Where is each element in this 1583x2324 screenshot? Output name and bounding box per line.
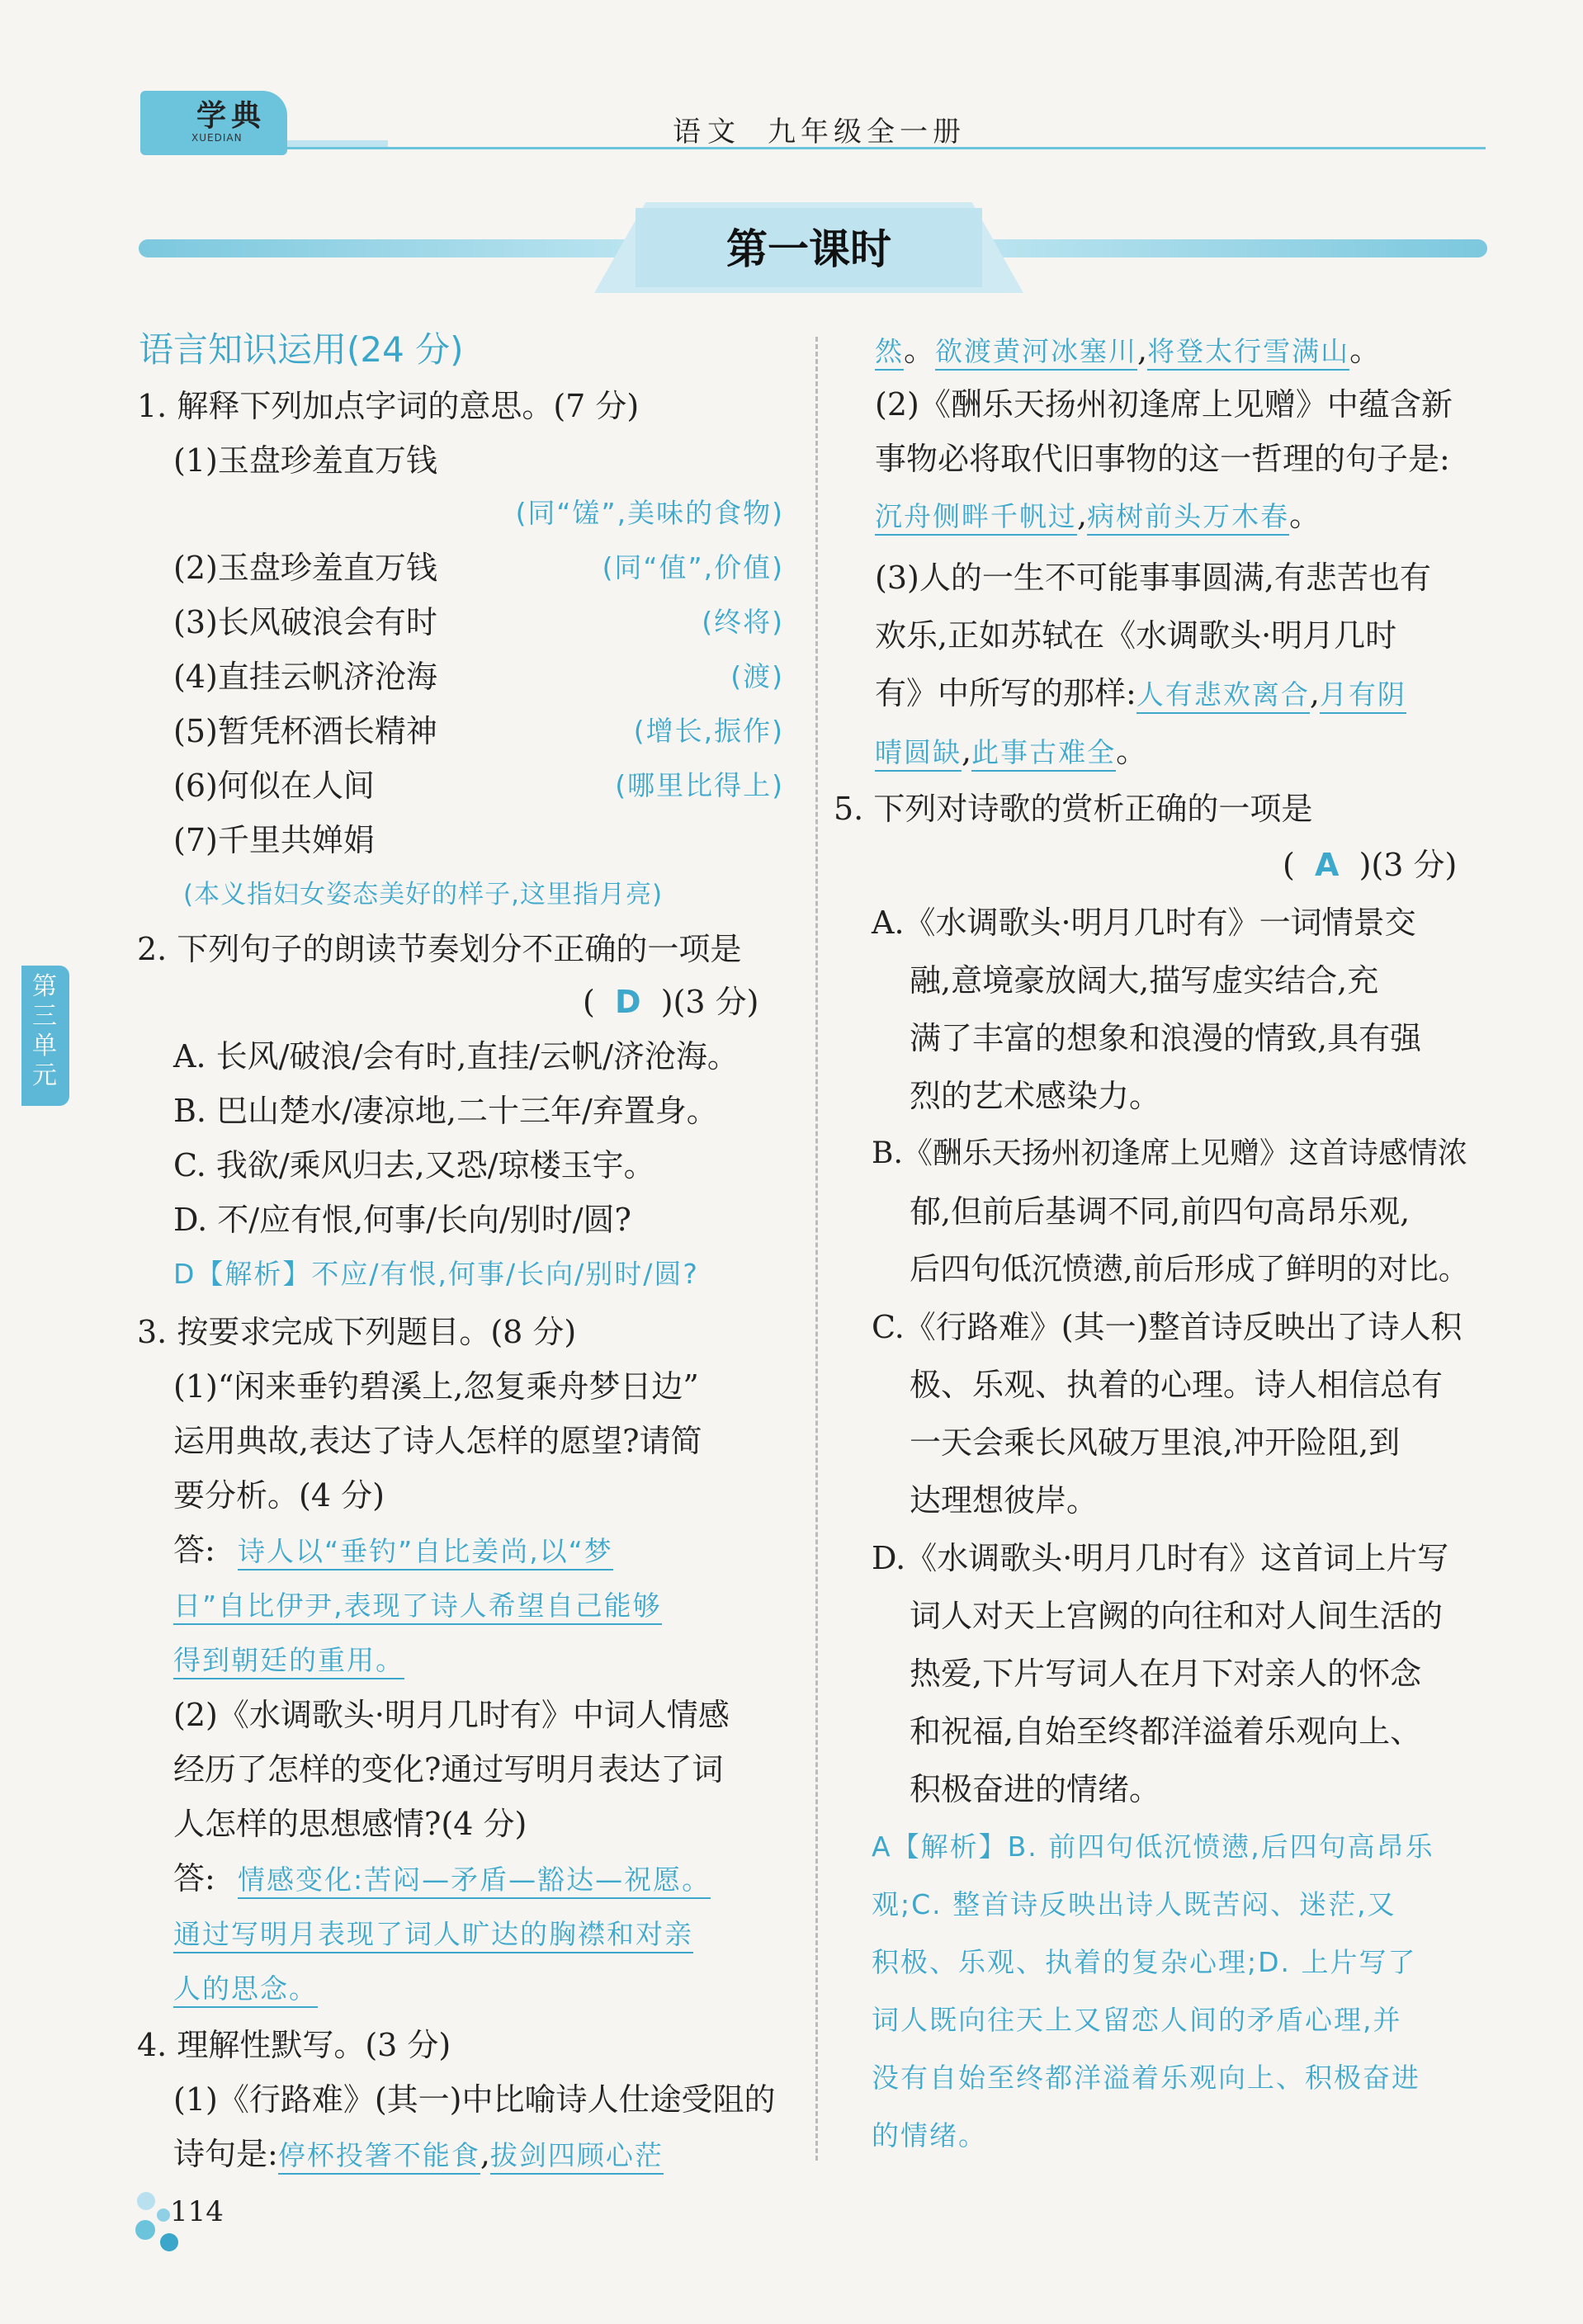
q2-option-b: B. 巴山楚水/凄凉地,二十三年/弃置身。 <box>173 1093 718 1129</box>
q5-option-d-line-4: 和祝福,自始至终都洋溢着乐观向上、 <box>910 1713 1422 1750</box>
decor-dot <box>135 2220 155 2240</box>
q3-p2-answer-text-3: 人的思念。 <box>173 1972 318 2008</box>
column-divider <box>815 337 818 2161</box>
q5-analysis-line-5: 没有自始至终都洋溢着乐观向上、积极奋进 <box>872 2062 1420 2094</box>
q4-p1-answer-b: 拔剑四顾心茫 <box>490 2139 664 2175</box>
q1-item-2: (2)玉盘珍羞直万钱 <box>173 550 437 586</box>
q3-p2-answer-text-1: 情感变化:苦闷—矛盾—豁达—祝愿。 <box>238 1863 711 1899</box>
q4-p1-answer-d: 欲渡黄河冰塞川 <box>935 335 1137 371</box>
q2-stem: 2. 下列句子的朗读节奏划分不正确的一项是 <box>137 931 742 967</box>
q4-p2-line-1: (2)《酬乐天扬州初逢席上见赠》中蕴含新 <box>875 386 1453 423</box>
q3-p1-answer-text-2: 日”自比伊尹,表现了诗人希望自己能够 <box>173 1589 662 1625</box>
q4-cont-line-1: 然。欲渡黄河冰塞川,将登太行雪满山。 <box>875 330 1381 371</box>
section-title: 语言知识运用(24 分) <box>139 329 464 370</box>
q3-p2-answer-text-2: 通过写明月表现了词人旷达的胸襟和对亲 <box>173 1918 693 1953</box>
q1-item-7: (7)千里共婵娟 <box>173 822 375 858</box>
q3-p1-answer-text-1: 诗人以“垂钓”自比姜尚,以“梦 <box>238 1535 613 1571</box>
q3-p1-answer-label: 答: <box>173 1532 215 1568</box>
q5-option-d-line-3: 热爱,下片写词人在月下对亲人的怀念 <box>910 1656 1422 1692</box>
decor-dot <box>160 2233 178 2251</box>
q5-score: (3 分) <box>1371 847 1458 883</box>
q5-analysis-line-1 <box>872 1827 1434 1867</box>
q2-answer: D <box>614 984 641 1020</box>
q3-p2-line-1: (2)《水调歌头·明月几时有》中词人情感 <box>173 1697 730 1733</box>
q5-analysis-label: A【解析】 <box>872 1830 1008 1863</box>
q5-option-c-line-3: 一天会乘长风破万里浪,冲开险阻,到 <box>910 1424 1401 1461</box>
q3-p2-answer-1 <box>238 1860 711 1900</box>
q1-item-3: (3)长风破浪会有时 <box>173 604 437 640</box>
q5-option-b-line-2: 郁,但前后基调不同,前四句高昂乐观, <box>910 1193 1411 1230</box>
q2-analysis-text: 不应/有恨,何事/长向/别时/圆? <box>311 1258 699 1290</box>
q5-stem: 5. 下列对诗歌的赏析正确的一项是 <box>834 791 1313 827</box>
q1-answer-2: (同“值”,价值) <box>602 551 784 583</box>
q4-p3-line-3: 有》中所写的那样:人有悲欢离合,月有阴 <box>875 673 1406 715</box>
q2-analysis <box>173 1254 699 1294</box>
q4-p1-answer-a: 停杯投箸不能食 <box>278 2139 480 2175</box>
q5-option-a-line-4: 烈的艺术感染力。 <box>910 1078 1161 1114</box>
q2-option-d: D. 不/应有恨,何事/长向/别时/圆? <box>173 1202 631 1238</box>
header-subject: 语文 <box>673 116 742 149</box>
q1-item-4: (4)直挂云帆济沧海 <box>173 659 437 695</box>
q5-analysis-line-4: 词人既向往天上又留恋人间的矛盾心理,并 <box>872 2004 1402 2036</box>
header-grade: 九年级全一册 <box>768 116 966 149</box>
q4-p2-answer-b: 病树前头万木春 <box>1087 500 1289 536</box>
q1-item-1: (1)玉盘珍羞直万钱 <box>173 442 437 479</box>
q3-p1-line-1: (1)“闲来垂钓碧溪上,忽复乘舟梦日边” <box>173 1368 699 1405</box>
q1-answer-3: (终将) <box>702 606 784 638</box>
q5-option-a-line-1: A.《水调歌头·明月几时有》一词情景交 <box>872 905 1416 941</box>
q3-p1-line-3: 要分析。(4 分) <box>173 1477 385 1514</box>
q4-p3-line-1: (3)人的一生不可能事事圆满,有悲苦也有 <box>875 560 1431 596</box>
unit-side-tab-label: 第三单元 <box>32 972 57 1090</box>
q4-stem: 4. 理解性默写。(3 分) <box>137 2027 451 2063</box>
q4-p3-line-4: 晴圆缺,此事古难全。 <box>875 731 1147 772</box>
q4-p3-line-2: 欢乐,正如苏轼在《水调歌头·明月几时 <box>875 617 1397 654</box>
q5-analysis-line-3: 积极、乐观、执着的复杂心理;D. 上片写了 <box>872 1946 1417 1978</box>
q4-p3-answer-a: 人有悲欢离合 <box>1136 678 1310 714</box>
logo-subtext: XUEDIAN <box>191 132 243 144</box>
q5-analysis-text-1: B. 前四句低沉愤懑,后四句高昂乐 <box>1007 1830 1434 1863</box>
q4-p3-answer-b: 月有阴 <box>1320 678 1406 714</box>
lesson-title: 第一课时 <box>726 225 891 273</box>
q2-option-c: C. 我欲/乘风归去,又恐/琼楼玉宇。 <box>173 1147 655 1183</box>
q1-item-6: (6)何似在人间 <box>173 768 375 804</box>
q4-p3-line-3-text: 有》中所写的那样: <box>875 675 1136 711</box>
q4-p1-line-1: (1)《行路难》(其一)中比喻诗人仕途受阻的 <box>173 2081 776 2118</box>
q4-p2-answers: 沉舟侧畔千帆过,病树前头万木春。 <box>875 495 1321 536</box>
q3-p2-answer-label: 答: <box>173 1860 215 1897</box>
q1-answer-4: (渡) <box>730 660 784 692</box>
decor-dot <box>157 2208 170 2222</box>
q5-analysis-line-2: 观;C. 整首诗反映出诗人既苦闷、迷茫,又 <box>872 1888 1396 1920</box>
q2-score: (3 分) <box>673 984 759 1020</box>
q3-p1-answer-2 <box>173 1586 662 1626</box>
q3-stem: 3. 按要求完成下列题目。(8 分) <box>137 1314 577 1350</box>
q4-p1-line-2: 诗句是:停杯投箸不能食,拔剑四顾心茫 <box>173 2134 664 2175</box>
q2-answer-line: ( D )(3 分) <box>583 984 759 1020</box>
q5-option-c-line-2: 极、乐观、执着的心理。诗人相信总有 <box>910 1367 1444 1403</box>
q1-answer-5: (增长,振作) <box>633 715 784 747</box>
q2-option-a: A. 长风/破浪/会有时,直挂/云帆/济沧海。 <box>173 1038 739 1075</box>
q5-analysis-line-6: 的情绪。 <box>872 2119 987 2152</box>
q5-answer-line: ( A )(3 分) <box>1283 847 1458 883</box>
q5-option-c-line-4: 达理想彼岸。 <box>910 1482 1099 1519</box>
logo-text: 学典 <box>196 98 267 133</box>
page-number: 114 <box>170 2195 224 2228</box>
q1-item-5: (5)暂凭杯酒长精神 <box>173 713 437 749</box>
q5-option-d-line-2: 词人对天上宫阙的向往和对人间生活的 <box>910 1598 1444 1634</box>
q3-p2-line-3: 人怎样的思想感情?(4 分) <box>173 1806 527 1842</box>
q3-p1-answer-1 <box>238 1532 613 1571</box>
q5-answer: A <box>1314 847 1340 883</box>
q5-option-d-line-5: 积极奋进的情绪。 <box>910 1771 1161 1807</box>
q2-analysis-label: D【解析】 <box>173 1258 312 1290</box>
q3-p1-answer-3 <box>173 1641 404 1680</box>
q4-p2-line-2: 事物必将取代旧事物的这一哲理的句子是: <box>875 441 1450 477</box>
decor-dot <box>137 2192 155 2210</box>
q1-answer-7: (本义指妇女姿态美好的样子,这里指月亮) <box>183 880 664 909</box>
q1-stem: 1. 解释下列加点字词的意思。(7 分) <box>137 388 640 424</box>
q3-p1-line-2: 运用典故,表达了诗人怎样的愿望?请简 <box>173 1423 702 1459</box>
q4-p1-line-2-text: 诗句是: <box>173 2136 278 2172</box>
q3-p1-answer-text-3: 得到朝廷的重用。 <box>173 1644 404 1679</box>
q5-option-a-line-2: 融,意境豪放阔大,描写虚实结合,充 <box>910 962 1379 999</box>
q5-option-b-line-1: B.《酬乐天扬州初逢席上见赠》这首诗感情浓 <box>872 1136 1467 1170</box>
q4-p1-answer-c: 然 <box>875 335 904 371</box>
q5-option-c-line-1: C.《行路难》(其一)整首诗反映出了诗人积 <box>872 1309 1463 1345</box>
q3-p2-answer-2 <box>173 1915 693 1954</box>
q5-option-d-line-1: D.《水调歌头·明月几时有》这首词上片写 <box>872 1540 1449 1576</box>
q5-option-b-line-3: 后四句低沉愤懑,前后形成了鲜明的对比。 <box>910 1251 1469 1287</box>
q5-option-a-line-3: 满了丰富的想象和浪漫的情致,具有强 <box>910 1020 1422 1056</box>
q4-p3-answer-d: 此事古难全 <box>971 736 1116 772</box>
q1-answer-6: (哪里比得上) <box>615 769 784 801</box>
q3-p2-line-2: 经历了怎样的变化?通过写明月表达了词 <box>173 1751 724 1788</box>
q4-p2-answer-a: 沉舟侧畔千帆过 <box>875 500 1077 536</box>
q1-answer-1: (同“馐”,美味的食物) <box>515 497 784 529</box>
q3-p2-answer-3 <box>173 1969 318 2009</box>
q4-p1-answer-e: 将登太行雪满山 <box>1147 335 1349 371</box>
q4-p3-answer-c: 晴圆缺 <box>875 736 962 772</box>
